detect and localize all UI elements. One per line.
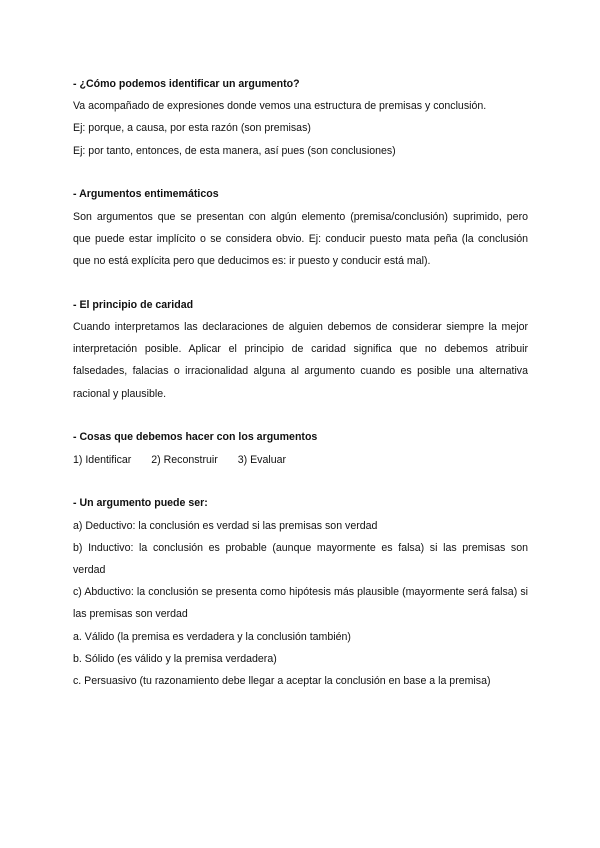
spacer [73,471,528,493]
section-heading: - Un argumento puede ser: [73,497,208,510]
steps-list [73,449,528,471]
text-line: Ej: por tanto, entonces, de esta manera, así pues (son conclusiones) [73,144,396,157]
type-valid: a. Válido (la premisa es verdadera y la conclusión también) [73,630,351,643]
step-item: 2) Reconstruir [151,453,218,466]
type-persuasive: c. Persuasivo (tu razonamiento debe llegar a aceptar la conclusión en base a la premisa) [73,675,491,688]
spacer [73,405,528,427]
section-heading: - El principio de caridad [73,298,194,311]
type-deductive: a) Deductivo: la conclusión es verdad si las premisas son verdad [73,519,378,532]
type-sound: b. Sólido (es válido y la premisa verdadera) [73,652,277,665]
document-body [73,73,528,692]
paragraph: Cuando interpretamos las declaraciones de alguien debemos de considerar siempre la mejor interpretación posible. Aplicar el principio de caridad significa que no debemos atribuir falsedades, falacias o irracionalidad alguna al argumento cuando es posible una alternativa racional y plausible. [73,321,528,400]
paragraph: Son argumentos que se presentan con algún elemento (premisa/conclusión) suprimido, pero que puede estar implícito o se considera obvio. Ej: conducir puesto mata peña (la conclusión que no está explícita pero que deducimos es: ir puesto y conducir está mal). [73,210,528,268]
section-identify-argument [73,73,528,162]
section-things-to-do [73,426,528,470]
spacer [73,162,528,184]
section-heading: - ¿Cómo podemos identificar un argumento? [73,78,300,90]
section-argument-types [73,492,528,692]
text-line: Ej: porque, a causa, por esta razón (son premisas) [73,122,311,135]
spacer [73,272,528,294]
step-item: 1) Identificar [73,453,132,466]
section-heading: - Cosas que debemos hacer con los argumentos [73,431,318,444]
type-inductive: b) Inductivo: la conclusión es probable (aunque mayormente es falsa) si las premisas son verdad [73,541,528,577]
section-enthymeme [73,183,528,272]
text-line: Va acompañado de expresiones donde vemos una estructura de premisas y conclusión. [73,100,487,113]
section-charity-principle [73,294,528,405]
type-abductive: c) Abductivo: la conclusión se presenta como hipótesis más plausible (mayormente será falsa) si las premisas son verdad [73,586,528,621]
section-heading: - Argumentos entimemáticos [73,188,219,201]
step-item: 3) Evaluar [237,453,287,466]
